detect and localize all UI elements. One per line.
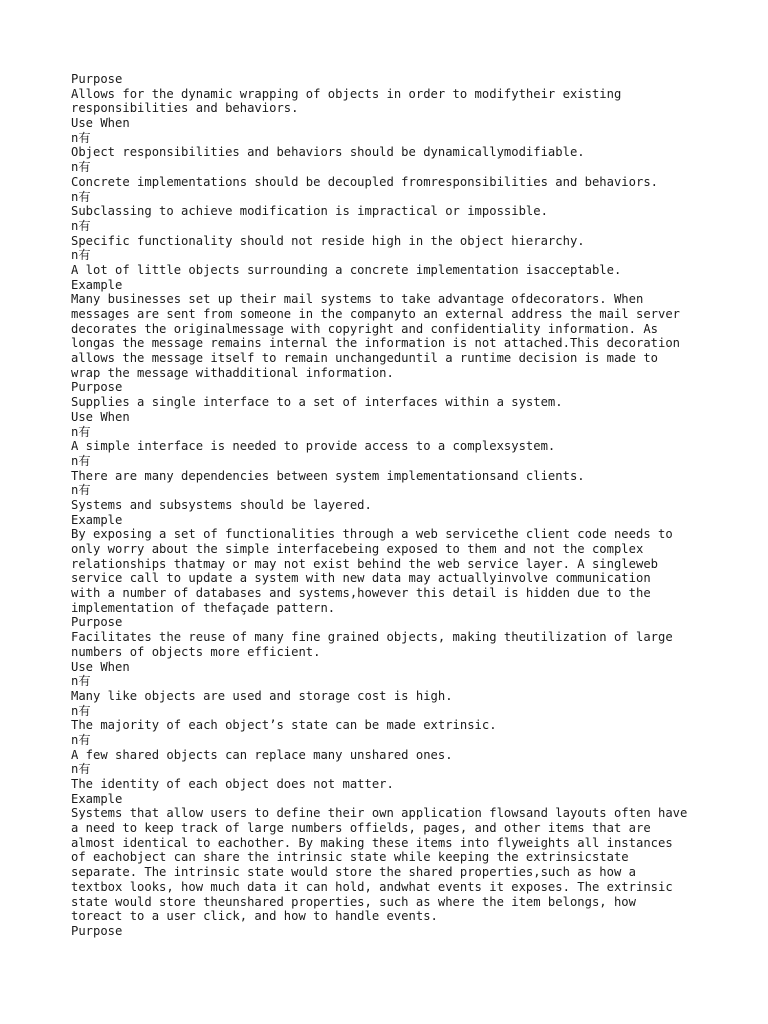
bullet-marker: n有 <box>71 762 91 777</box>
bullet-marker: n有 <box>71 732 91 747</box>
section-heading: Use When <box>71 116 130 131</box>
bullet-marker: n有 <box>71 218 91 233</box>
bullet-marker: n有 <box>71 483 91 498</box>
body-text-line: responsibilities and behaviors. <box>71 101 299 116</box>
body-text-line: Many like objects are used and storage cost is high. <box>71 688 453 703</box>
body-text-line: Systems that allow users to define their own application flowsand layouts often have <box>71 806 688 821</box>
document-page <box>71 72 711 939</box>
bullet-marker: n有 <box>71 189 91 204</box>
body-text-line: Facilitates the reuse of many fine grained objects, making theutilization of large <box>71 630 673 645</box>
body-text-line: Specific functionality should not reside high in the object hierarchy. <box>71 233 585 248</box>
body-text-line: longas the message remains internal the information is not attached.This decoration <box>71 336 681 351</box>
bullet-marker: n有 <box>71 160 91 175</box>
body-text-line: almost identical to eachother. By making these items into flyweights all instances <box>71 835 673 850</box>
bullet-marker: n有 <box>71 674 91 689</box>
body-text-line: implementation of thefaçade pattern. <box>71 600 336 615</box>
body-text-line: a need to keep track of large numbers offields, pages, and other items that are <box>71 821 651 836</box>
body-text-line: separate. The intrinsic state would store the shared properties,such as how a <box>71 865 636 880</box>
section-heading: Use When <box>71 659 130 674</box>
body-text-line: only worry about the simple interfacebeing exposed to them and not the complex <box>71 542 644 556</box>
body-text-line: By exposing a set of functionalities through a web servicethe client code needs to <box>71 527 673 542</box>
section-heading: Purpose <box>71 923 123 938</box>
body-text-line: A simple interface is needed to provide access to a complexsystem. <box>71 439 556 454</box>
body-text-line: Many businesses set up their mail systems to take advantage ofdecorators. When <box>71 292 644 307</box>
body-text-line: Supplies a single interface to a set of interfaces within a system. <box>71 395 563 410</box>
body-text-line: toreact to a user click, and how to handle events. <box>71 909 438 924</box>
bullet-marker: n有 <box>71 703 91 718</box>
section-heading: Use When <box>71 409 130 424</box>
section-heading: Purpose <box>71 72 123 86</box>
body-text-line: decorates the originalmessage with copyright and confidentiality information. As <box>71 321 658 336</box>
body-text-line: A lot of little objects surrounding a concrete implementation isacceptable. <box>71 262 622 277</box>
section-heading: Purpose <box>71 615 123 630</box>
body-text-line: wrap the message withadditional information. <box>71 365 394 380</box>
body-text-line: Allows for the dynamic wrapping of objects in order to modifytheir existing <box>71 86 622 101</box>
body-text-line: of eachobject can share the intrinsic state while keeping the extrinsicstate <box>71 850 629 865</box>
bullet-marker: n有 <box>71 424 91 439</box>
body-text-line: Concrete implementations should be decoupled fromresponsibilities and behaviors. <box>71 174 658 189</box>
body-text-line: The identity of each object does not matter. <box>71 777 394 791</box>
body-text-line: with a number of databases and systems,however this detail is hidden due to the <box>71 586 651 601</box>
section-heading: Example <box>71 791 123 806</box>
body-text-line: allows the message itself to remain unchangeduntil a runtime decision is made to <box>71 351 658 366</box>
body-text-line: textbox looks, how much data it can hold, andwhat events it exposes. The extrinsic <box>71 879 673 894</box>
bullet-marker: n有 <box>71 453 91 468</box>
section-heading: Purpose <box>71 380 123 395</box>
section-heading: Example <box>71 277 123 292</box>
bullet-marker: n有 <box>71 130 91 145</box>
body-text-line: There are many dependencies between system implementationsand clients. <box>71 468 585 483</box>
body-text-line: messages are sent from someone in the companyto an external address the mail server <box>71 307 681 321</box>
body-text-line: relationships thatmay or may not exist behind the web service layer. A singleweb <box>71 556 658 571</box>
body-text-line: Subclassing to achieve modification is impractical or impossible. <box>71 204 548 219</box>
body-text-line: Systems and subsystems should be layered. <box>71 497 372 512</box>
body-text-line: state would store theunshared properties, such as where the item belongs, how <box>71 894 636 909</box>
body-text-line: The majority of each object’s state can be made extrinsic. <box>71 718 497 733</box>
body-text-line: Object responsibilities and behaviors should be dynamicallymodifiable. <box>71 145 585 160</box>
bullet-marker: n有 <box>71 248 91 263</box>
body-text-line: service call to update a system with new data may actuallyinvolve communication <box>71 571 651 586</box>
body-text-line: numbers of objects more efficient. <box>71 644 321 659</box>
body-text-line: A few shared objects can replace many unshared ones. <box>71 747 453 762</box>
section-heading: Example <box>71 512 123 527</box>
